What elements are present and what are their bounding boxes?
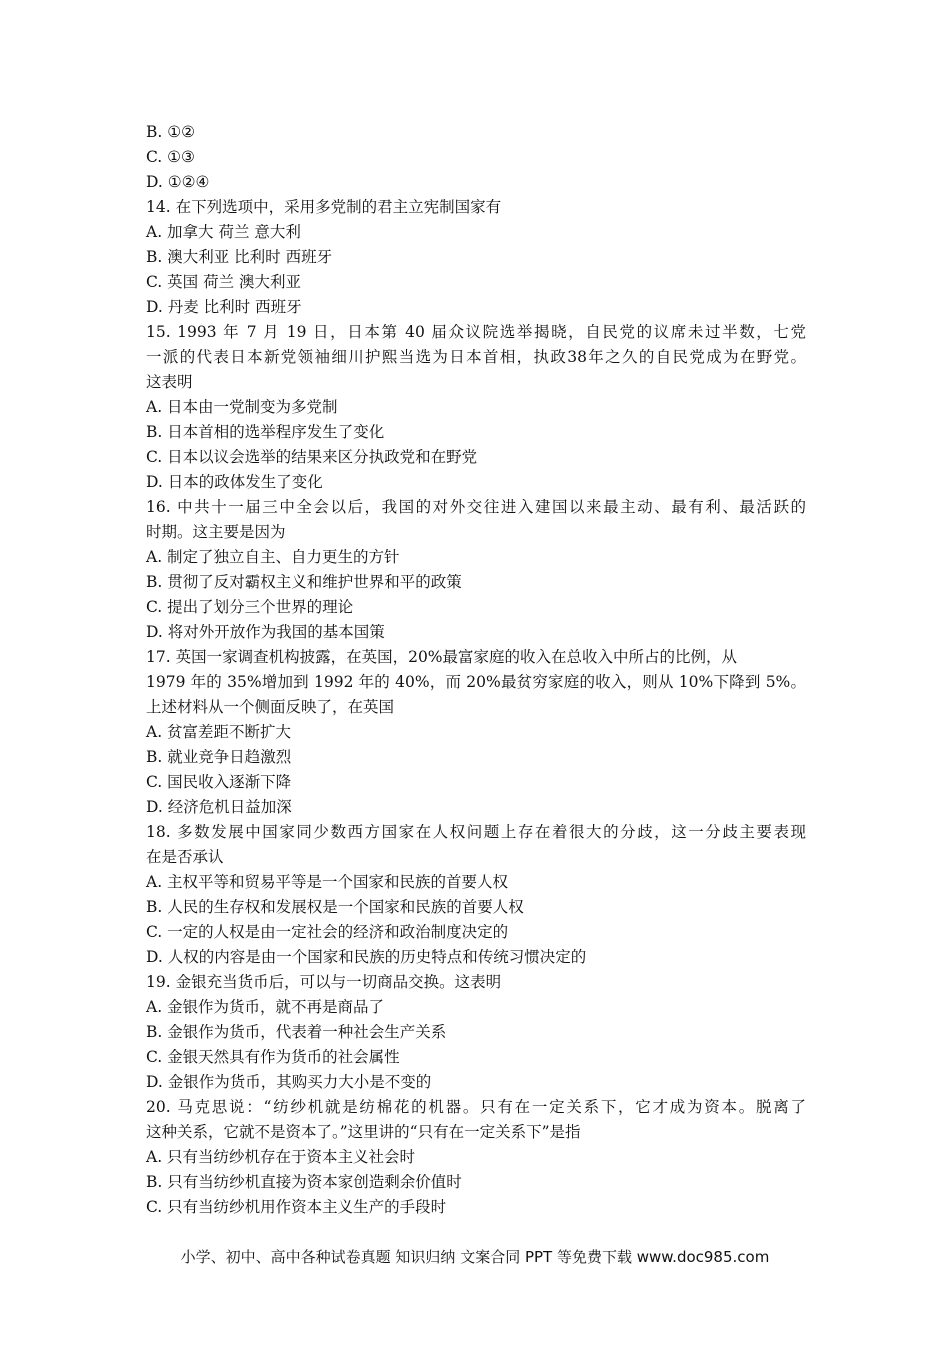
option-d: D. 将对外开放作为我国的基本国策 [146, 623, 385, 641]
option-a: A. 贫富差距不断扩大 [146, 723, 292, 741]
question-16-cont: 时期。这主要是因为 [146, 523, 286, 541]
option-c: C. 提出了划分三个世界的理论 [146, 598, 354, 616]
question-14: 14. 在下列选项中，采用多党制的君主立宪制国家有 [146, 198, 502, 216]
question-19: 19. 金银充当货币后，可以与一切商品交换。这表明 [146, 973, 502, 991]
option-c: C. 只有当纺纱机用作资本主义生产的手段时 [146, 1198, 447, 1216]
option-c: C. 国民收入逐渐下降 [146, 773, 292, 791]
question-18-cont: 在是否承认 [146, 848, 224, 866]
question-20-cont: 这种关系，它就不是资本了。”这里讲的“只有在一定关系下”是指 [146, 1123, 581, 1141]
question-17-cont: 上述材料从一个侧面反映了，在英国 [146, 698, 395, 716]
option-c: C. 金银天然具有作为货币的社会属性 [146, 1048, 400, 1066]
text-line: C. ①③ [146, 148, 195, 166]
option-d: D. 人权的内容是由一个国家和民族的历史特点和传统习惯决定的 [146, 948, 587, 966]
option-a: A. 金银作为货币，就不再是商品了 [146, 998, 385, 1016]
option-d: D. 金银作为货币，其购买力大小是不变的 [146, 1073, 432, 1091]
option-d: D. 经济危机日益加深 [146, 798, 292, 816]
option-b: B. 贯彻了反对霸权主义和维护世界和平的政策 [146, 573, 462, 591]
option-c: C. 英国 荷兰 澳大利亚 [146, 273, 302, 291]
question-20: 20. 马克思说：“纺纱机就是纺棉花的机器。只有在一定关系下，它才成为资本。脱离了 [146, 1098, 806, 1116]
question-18: 18. 多数发展中国家同少数西方国家在人权问题上存在着很大的分歧，这一分歧主要表现 [146, 823, 806, 841]
option-a: A. 只有当纺纱机存在于资本主义社会时 [146, 1148, 416, 1166]
option-d: D. 日本的政体发生了变化 [146, 473, 323, 491]
option-b: B. 澳大利亚 比利时 西班牙 [146, 248, 333, 266]
document-body [146, 120, 806, 1220]
option-b: B. 金银作为货币，代表着一种社会生产关系 [146, 1023, 447, 1041]
option-d: D. 丹麦 比利时 西班牙 [146, 298, 302, 316]
text-line: B. ①② [146, 123, 196, 141]
option-c: C. 一定的人权是由一定社会的经济和政治制度决定的 [146, 923, 509, 941]
question-15-cont: 这表明 [146, 373, 193, 391]
option-b: B. 只有当纺纱机直接为资本家创造剩余价值时 [146, 1173, 462, 1191]
text-line: D. ①②④ [146, 173, 210, 191]
option-a: A. 制定了独立自主、自力更生的方针 [146, 548, 400, 566]
question-15: 15. 1993 年 7 月 19 日，日本第 40 届众议院选举揭晓，自民党的议席未过半数，七党 [146, 323, 806, 341]
question-17-cont: 1979 年的 35%增加到 1992 年的 40%，而 20%最贫穷家庭的收入，则从 10%下降到 5%。 [146, 673, 806, 691]
option-b: B. 日本首相的选举程序发生了变化 [146, 423, 385, 441]
question-15-cont: 一派的代表日本新党领袖细川护熙当选为日本首相，执政38年之久的自民党成为在野党。 [146, 348, 806, 366]
option-c: C. 日本以议会选举的结果来区分执政党和在野党 [146, 448, 478, 466]
option-b: B. 人民的生存权和发展权是一个国家和民族的首要人权 [146, 898, 524, 916]
question-16: 16. 中共十一届三中全会以后，我国的对外交往进入建国以来最主动、最有利、最活跃的 [146, 498, 806, 516]
page-footer: 小学、初中、高中各种试卷真题 知识归纳 文案合同 PPT 等免费下载 www.doc985.com [180, 1248, 770, 1266]
question-17: 17. 英国一家调查机构披露，在英国，20%最富家庭的收入在总收入中所占的比例，从 [146, 648, 738, 666]
option-b: B. 就业竞争日趋激烈 [146, 748, 292, 766]
option-a: A. 主权平等和贸易平等是一个国家和民族的首要人权 [146, 873, 509, 891]
option-a: A. 日本由一党制变为多党制 [146, 398, 338, 416]
option-a: A. 加拿大 荷兰 意大利 [146, 223, 301, 241]
